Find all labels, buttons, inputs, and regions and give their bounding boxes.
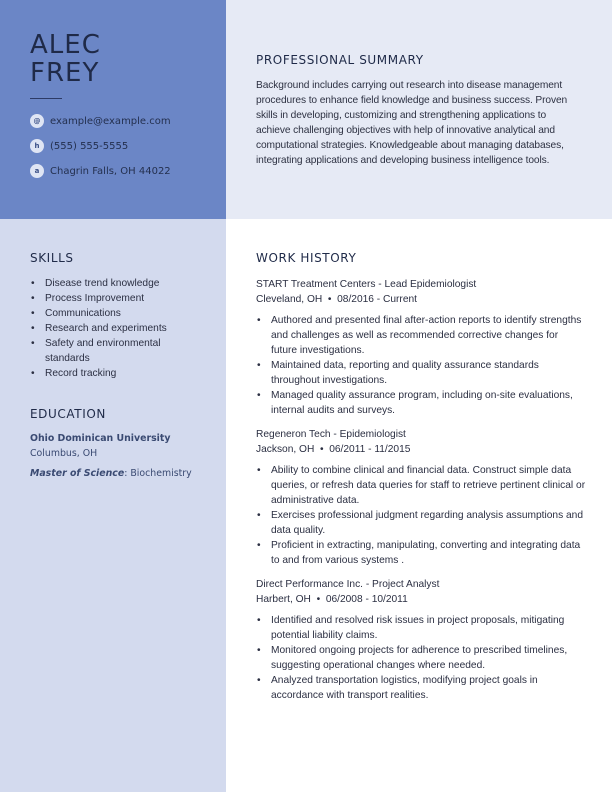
work-title: WORK HISTORY <box>256 251 357 265</box>
job-bullet: • Analyzed transportation logistics, modifying project goals in accordance with transport realities. <box>256 673 586 703</box>
job-bullet: • Identified and resolved risk issues in project proposals, mitigating potential liability claims. <box>256 613 586 643</box>
school-location: Columbus, OH <box>30 448 98 459</box>
job-dates: 06/2008 - 10/2011 <box>325 594 408 605</box>
degree-separator: : <box>124 468 131 479</box>
education-title: EDUCATION <box>30 407 106 421</box>
job-bullet: • Authored and presented final after-action reports to identify strengths and challenges as well as recommended corrective changes for future investigations. <box>256 313 586 358</box>
job-bullet: • Exercises professional judgment regarding analysis assumptions and data quality. <box>256 508 586 538</box>
contact-location <box>30 164 171 178</box>
job-bullet: • Monitored ongoing projects for adherence to prescribed timelines, suggesting operational changes where needed. <box>256 643 586 673</box>
contact-phone[interactable] <box>30 139 128 153</box>
email-icon: @ <box>30 114 44 128</box>
job-bullet: • Maintained data, reporting and quality assurance standards throughout investigations. <box>256 358 586 388</box>
email-text[interactable]: example@example.com <box>50 115 171 127</box>
job-entry <box>256 577 586 703</box>
job-bullets <box>256 313 586 418</box>
job-location-dates <box>256 592 586 607</box>
skill-item: • Process Improvement <box>30 291 206 306</box>
job-heading: Regeneron Tech - Epidemiologist <box>256 429 406 440</box>
job-separator: • <box>310 594 326 605</box>
skill-item: • Research and experiments <box>30 321 206 336</box>
skills-title: SKILLS <box>30 251 74 265</box>
job-entry <box>256 427 586 568</box>
job-heading: Direct Performance Inc. - Project Analyst <box>256 579 440 590</box>
job-separator: • <box>314 444 330 455</box>
job-dates: 06/2011 - 11/2015 <box>329 444 411 455</box>
job-location: Cleveland, OH <box>256 294 323 305</box>
job-bullet: • Managed quality assurance program, including on-site evaluations, internal audits and surveys. <box>256 388 586 418</box>
job-location-dates <box>256 292 586 307</box>
first-name: ALEC <box>30 30 101 60</box>
name-divider <box>30 98 62 99</box>
phone-icon: h <box>30 139 44 153</box>
school-name: Ohio Dominican University <box>30 433 171 444</box>
skill-item: • Disease trend knowledge <box>30 276 206 291</box>
job-bullet: • Ability to combine clinical and financial data. Construct simple data queries, or refresh data queries for staff to retrieve pertinent clinical or administrative data. <box>256 463 586 508</box>
job-separator: • <box>322 294 338 305</box>
contact-email[interactable] <box>30 114 171 128</box>
degree-field: Biochemistry <box>130 468 192 479</box>
skills-list <box>30 276 206 381</box>
skill-item: • Safety and environmental standards <box>30 336 206 366</box>
summary-text: Background includes carrying out research into disease management procedures to enhance field knowledge and business success. Proven skills in developing, customizing and strengthening applications to achieve challenging objectives with help of innovative analytical and computational strategies. Knowledgeable about managing databases, integrating applications and developing business intelligence tools. <box>256 80 568 166</box>
candidate-name <box>30 31 101 87</box>
summary-title: PROFESSIONAL SUMMARY <box>256 53 424 67</box>
skill-item: • Record tracking <box>30 366 206 381</box>
skill-item: • Communications <box>30 306 206 321</box>
job-bullet: • Proficient in extracting, manipulating, converting and integrating data to and from various systems . <box>256 538 586 568</box>
location-icon: a <box>30 164 44 178</box>
phone-text[interactable]: (555) 555-5555 <box>50 140 129 152</box>
degree-line <box>30 468 192 479</box>
degree: Master of Science <box>30 468 125 479</box>
job-location: Harbert, OH <box>256 594 311 605</box>
job-location-dates <box>256 442 586 457</box>
job-dates: 08/2016 - Current <box>337 294 417 305</box>
job-bullets <box>256 613 586 703</box>
job-heading: START Treatment Centers - Lead Epidemiologist <box>256 279 477 290</box>
job-location: Jackson, OH <box>256 444 315 455</box>
last-name: FREY <box>30 58 100 88</box>
job-bullets <box>256 463 586 568</box>
job-entry <box>256 277 586 418</box>
location-text: Chagrin Falls, OH 44022 <box>50 165 171 177</box>
